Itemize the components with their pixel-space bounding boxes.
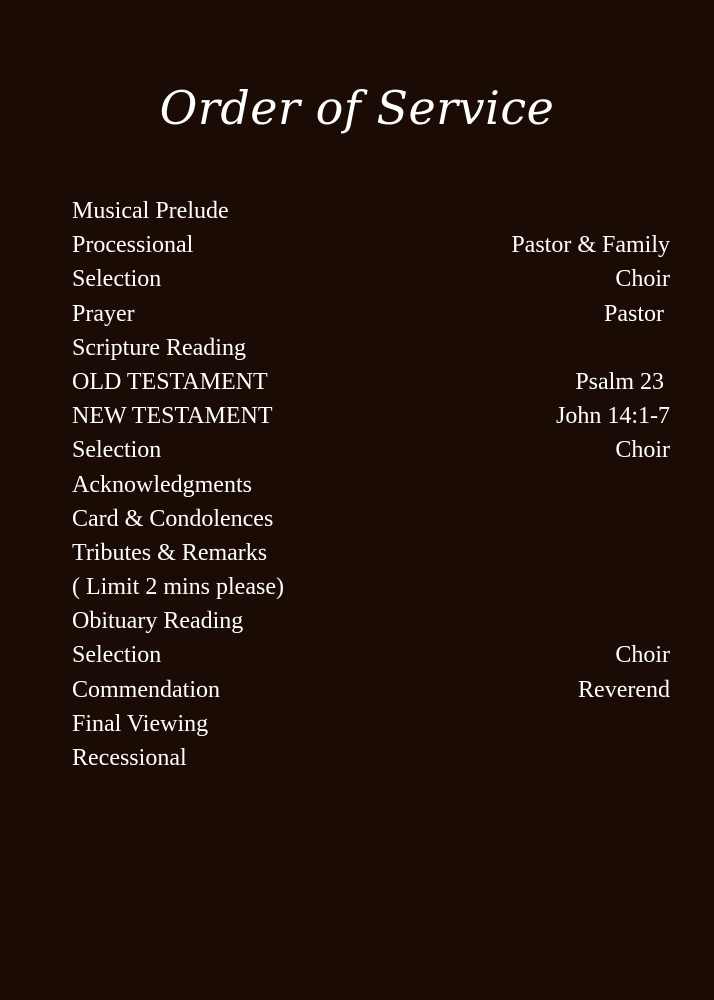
program-item-performer: John 14:1-7 (556, 403, 670, 430)
program-item-label: NEW TESTAMENT (72, 403, 273, 430)
program-item-label: Prayer (72, 300, 135, 327)
program-item-label: Selection (72, 437, 162, 464)
program-item (72, 399, 670, 433)
program-item (72, 604, 670, 638)
program-item-label: Final Viewing (72, 710, 209, 737)
program-item-performer: Choir (615, 642, 670, 669)
program-item-label: Acknowledgments (72, 471, 252, 498)
program-item (72, 707, 670, 741)
program-item-label: Commendation (72, 676, 220, 703)
program-item (72, 536, 670, 570)
program-item (72, 297, 670, 331)
program-item-label: Scripture Reading (72, 334, 246, 361)
program-item (72, 468, 670, 502)
program-item-label: Recessional (72, 745, 187, 771)
program-item (72, 194, 670, 228)
program-item (72, 331, 670, 365)
program-item (72, 365, 670, 399)
program-list (72, 194, 670, 775)
program-item-performer: Reverend (578, 676, 670, 703)
program-item-label: ( Limit 2 mins please) (72, 574, 284, 601)
program-item-performer: Psalm 23 (575, 368, 664, 395)
program-item-label: Card & Condolences (72, 505, 274, 532)
program-item-label: Selection (72, 266, 162, 293)
program-item (72, 673, 670, 707)
program-item-performer: Choir (615, 437, 670, 464)
program-item (72, 638, 670, 672)
program-item (72, 433, 670, 467)
program-item (72, 262, 670, 296)
page-title: Order of Service (159, 81, 555, 135)
program-item-performer: Choir (615, 266, 670, 293)
program-item-label: Obituary Reading (72, 608, 244, 635)
program-item-label: Processional (72, 232, 194, 259)
program-item-performer: Pastor (604, 300, 664, 327)
program-item (72, 570, 670, 604)
program-item-label: Tributes & Remarks (72, 539, 268, 566)
program-item-label: OLD TESTAMENT (72, 368, 268, 395)
program-item-performer: Pastor & Family (511, 232, 670, 259)
program-item-label: Selection (72, 642, 162, 669)
program-item (72, 502, 670, 536)
program-item (72, 741, 670, 775)
program-item (72, 228, 670, 262)
program-item-label: Musical Prelude (72, 198, 229, 224)
